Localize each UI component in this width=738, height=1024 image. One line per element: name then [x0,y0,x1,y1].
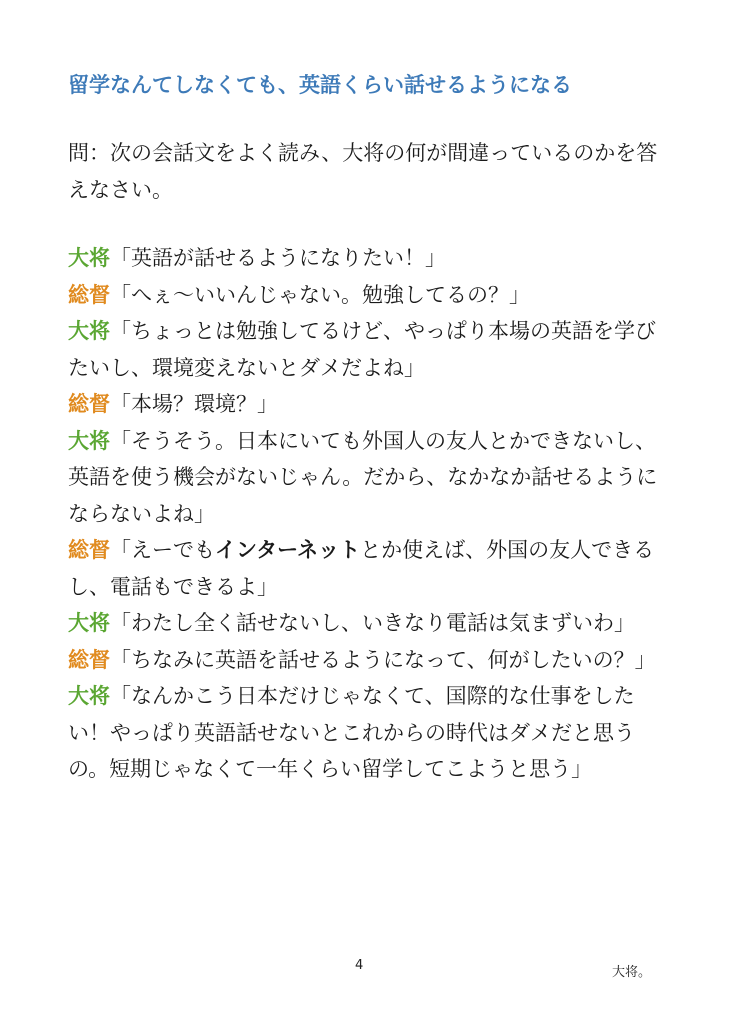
emphasis-text: インターネット [215,538,361,562]
dialogue-text: 「ちょっとは勉強してるけど、やっぱり本場の英語を学びたいし、環境変えないとダメだよね」 [68,319,656,380]
dialogue-line [68,532,668,605]
dialogue-line [68,277,668,314]
dialogue-line [68,642,668,679]
dialogue [68,240,668,788]
page-title: 留学なんてしなくても、英語くらい話せるようになる [68,73,572,97]
speaker-sotoku: 総督 [68,647,110,672]
speaker-sotoku: 総督 [68,538,110,562]
dialogue-text: 「そうそう。日本にいても外国人の友人とかできないし、英語を使う機会がないじゃん。だから、なかなか話せるようにならないよね」 [68,428,658,526]
dialogue-text: 「ちなみに英語を話せるようになって、何がしたいの？」 [110,647,656,672]
dialogue-line [68,386,668,423]
dialogue-text: 「本場？環境？」 [110,392,278,416]
dialogue-line [68,240,668,277]
dialogue-line [68,605,668,642]
dialogue-text: 「わたし全く話せないし、いきなり電話は気まずいわ」 [110,611,635,635]
dialogue-text: 「えーでも [110,538,215,562]
dialogue-line [68,313,668,386]
question-text: 問：次の会話文をよく読み、大将の何が間違っているのかを答えなさい。 [68,141,658,202]
speaker-taisho: 大将 [68,428,110,453]
speaker-sotoku: 総督 [68,392,110,416]
dialogue-text: 「へぇ〜いいんじゃない。勉強してるの？」 [110,282,530,307]
dialogue-line [68,678,668,788]
speaker-taisho: 大将 [68,319,110,343]
dialogue-text: とか使えば、外国の友人できるし、電話もできるよ」 [68,538,655,599]
dialogue-text: 「なんかこう日本だけじゃなくて、国際的な仕事をしたい！やっぱり英語話せないとこれからの時代はダメだと思うの。短期じゃなくて一年くらい留学してこようと思う」 [68,684,635,781]
speaker-taisho: 大将 [68,684,110,708]
dialogue-text: 「英語が話せるようになりたい！」 [110,246,446,270]
speaker-sotoku: 総督 [68,282,110,307]
footer-mark: 大将。 [612,965,652,980]
page-number: 4 [355,958,364,973]
speaker-taisho: 大将 [68,611,110,635]
dialogue-line [68,423,668,533]
speaker-taisho: 大将 [68,246,110,270]
